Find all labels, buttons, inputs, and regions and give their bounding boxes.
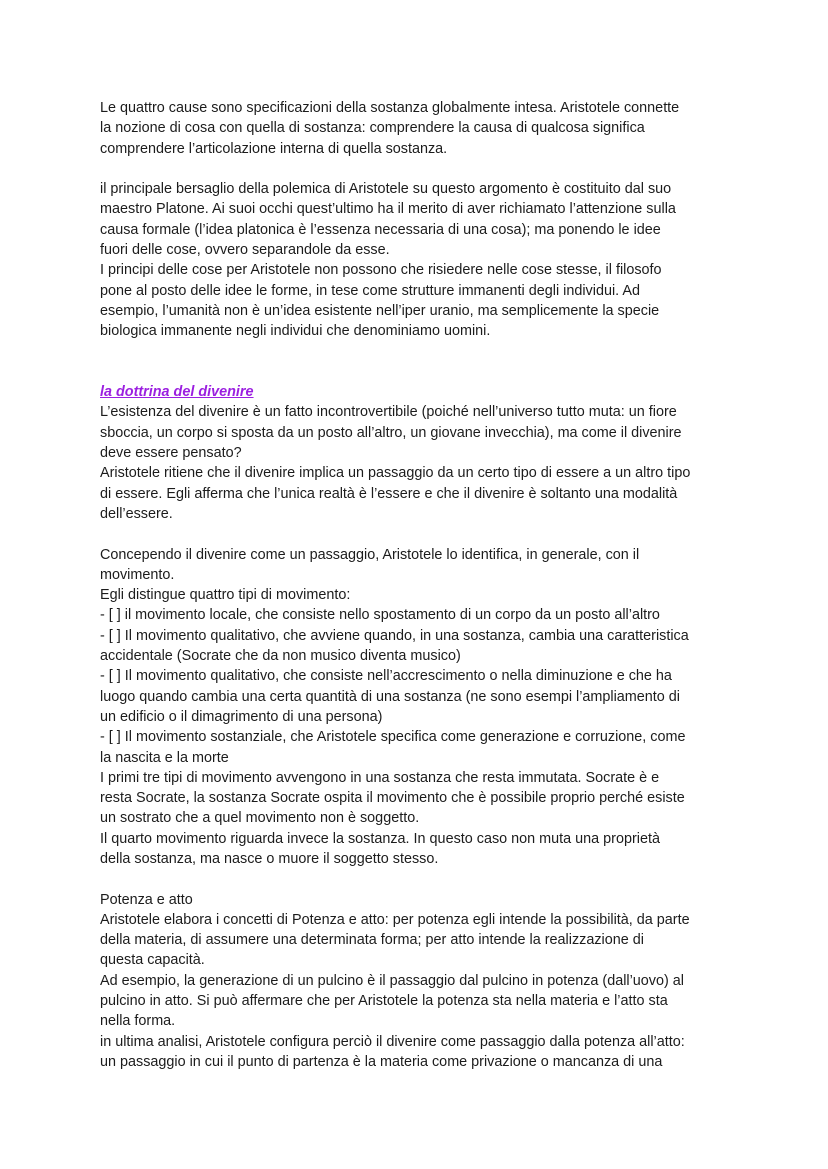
blank-line <box>100 869 740 889</box>
blank-line <box>100 342 740 383</box>
list-item-movimento-sostanziale: - [ ] Il movimento sostanziale, che Aristotele specifica come generazione e corruzione, come <box>100 729 686 746</box>
text-line: sboccia, un corpo si sposta da un posto all’altro, un giovane invecchia), ma come il divenire <box>100 424 682 441</box>
text-line: Egli distingue quattro tipi di movimento: <box>100 587 351 604</box>
text-line: un sostrato che a quel movimento non è soggetto. <box>100 810 420 827</box>
text-line: Il quarto movimento riguarda invece la sostanza. In questo caso non muta una proprietà <box>100 830 660 847</box>
text-line: Concependo il divenire come un passaggio, Aristotele lo identifica, in generale, con il <box>100 546 640 563</box>
blank-line <box>100 524 740 544</box>
text-line: pone al posto delle idee le forme, in tese come strutture immanenti degli individui. Ad <box>100 282 640 299</box>
paragraph-intro <box>100 98 740 159</box>
text-line: Ad esempio, la generazione di un pulcino è il passaggio dal pulcino in potenza (dall’uovo) al <box>100 972 685 989</box>
text-line: nella forma. <box>100 1013 176 1030</box>
text-line: resta Socrate, la sostanza Socrate ospita il movimento che è possibile proprio perché esiste <box>100 790 685 807</box>
text-line: questa capacità. <box>100 952 205 969</box>
subsection-title: Potenza e atto <box>100 891 193 908</box>
text-line: causa formale (l’idea platonica è l’essenza necessaria di una cosa); ma ponendo le idee <box>100 221 661 238</box>
text-line: della materia, di assumere una determinata forma; per atto intende la realizzazione di <box>100 932 644 949</box>
section-potenza-atto <box>100 890 740 1073</box>
text-line: movimento. <box>100 566 175 583</box>
text-line: pulcino in atto. Si può affermare che per Aristotele la potenza sta nella materia e l’atto sta <box>100 993 668 1010</box>
text-line: fuori delle cose, ovvero separandole da esse. <box>100 242 390 259</box>
text-line: Le quattro cause sono specificazioni della sostanza globalmente intesa. Aristotele connette <box>100 100 680 116</box>
list-item-movimento-qualitativo: - [ ] Il movimento qualitativo, che avviene quando, in una sostanza, cambia una caratteristica <box>100 627 689 644</box>
blank-line <box>100 159 740 179</box>
list-item-movimento-locale: - [ ] il movimento locale, che consiste nello spostamento di un corpo da un posto all’altro <box>100 607 660 624</box>
text-line: la nozione di cosa con quella di sostanza: comprendere la causa di qualcosa significa <box>100 120 645 137</box>
text-line: la nascita e la morte <box>100 749 229 766</box>
text-line: Aristotele ritiene che il divenire implica un passaggio da un certo tipo di essere a un altro tipo <box>100 465 691 482</box>
section-heading: la dottrina del divenire <box>100 384 254 401</box>
text-line: un edificio o il dimagrimento di una persona) <box>100 708 383 725</box>
document-page <box>100 98 740 1072</box>
section-divenire <box>100 382 740 524</box>
text-line: I principi delle cose per Aristotele non possono che risiedere nelle cose stesse, il filosofo <box>100 262 662 279</box>
text-line: esempio, l’umanità non è un’idea esistente nell’iper uranio, ma semplicemente la specie <box>100 302 660 319</box>
text-line: di essere. Egli afferma che l’unica realtà è l’essere e che il divenire è soltanto una modalità <box>100 485 678 502</box>
text-line: luogo quando cambia una certa quantità di una sostanza (ne sono esempi l’ampliamento di <box>100 688 680 705</box>
text-line: Aristotele elabora i concetti di Potenza e atto: per potenza egli intende la possibilità, da parte <box>100 911 690 928</box>
text-line: deve essere pensato? <box>100 445 242 462</box>
text-line: accidentale (Socrate che da non musico diventa musico) <box>100 648 461 665</box>
text-line: in ultima analisi, Aristotele configura perciò il divenire come passaggio dalla potenza all’atto: <box>100 1033 685 1050</box>
text-line: biologica immanente negli individui che denominiamo uomini. <box>100 323 491 340</box>
paragraph-movimento <box>100 545 740 870</box>
text-line: maestro Platone. Ai suoi occhi quest’ultimo ha il merito di aver richiamato l’attenzione sulla <box>100 201 676 218</box>
text-line: comprendere l’articolazione interna di quella sostanza. <box>100 140 448 157</box>
list-item-movimento-quantitativo: - [ ] Il movimento qualitativo, che consiste nell’accrescimento o nella diminuzione e che ha <box>100 668 672 685</box>
text-line: dell’essere. <box>100 505 173 522</box>
text-line: della sostanza, ma nasce o muore il soggetto stesso. <box>100 850 439 867</box>
text-line: il principale bersaglio della polemica di Aristotele su questo argomento è costituito dal suo <box>100 181 672 198</box>
paragraph-polemica <box>100 179 740 341</box>
text-line: un passaggio in cui il punto di partenza è la materia come privazione o mancanza di una <box>100 1053 663 1070</box>
text-line: L’esistenza del divenire è un fatto incontrovertibile (poiché nell’universo tutto muta: un fiore <box>100 404 677 421</box>
text-line: I primi tre tipi di movimento avvengono in una sostanza che resta immutata. Socrate è e <box>100 769 660 786</box>
